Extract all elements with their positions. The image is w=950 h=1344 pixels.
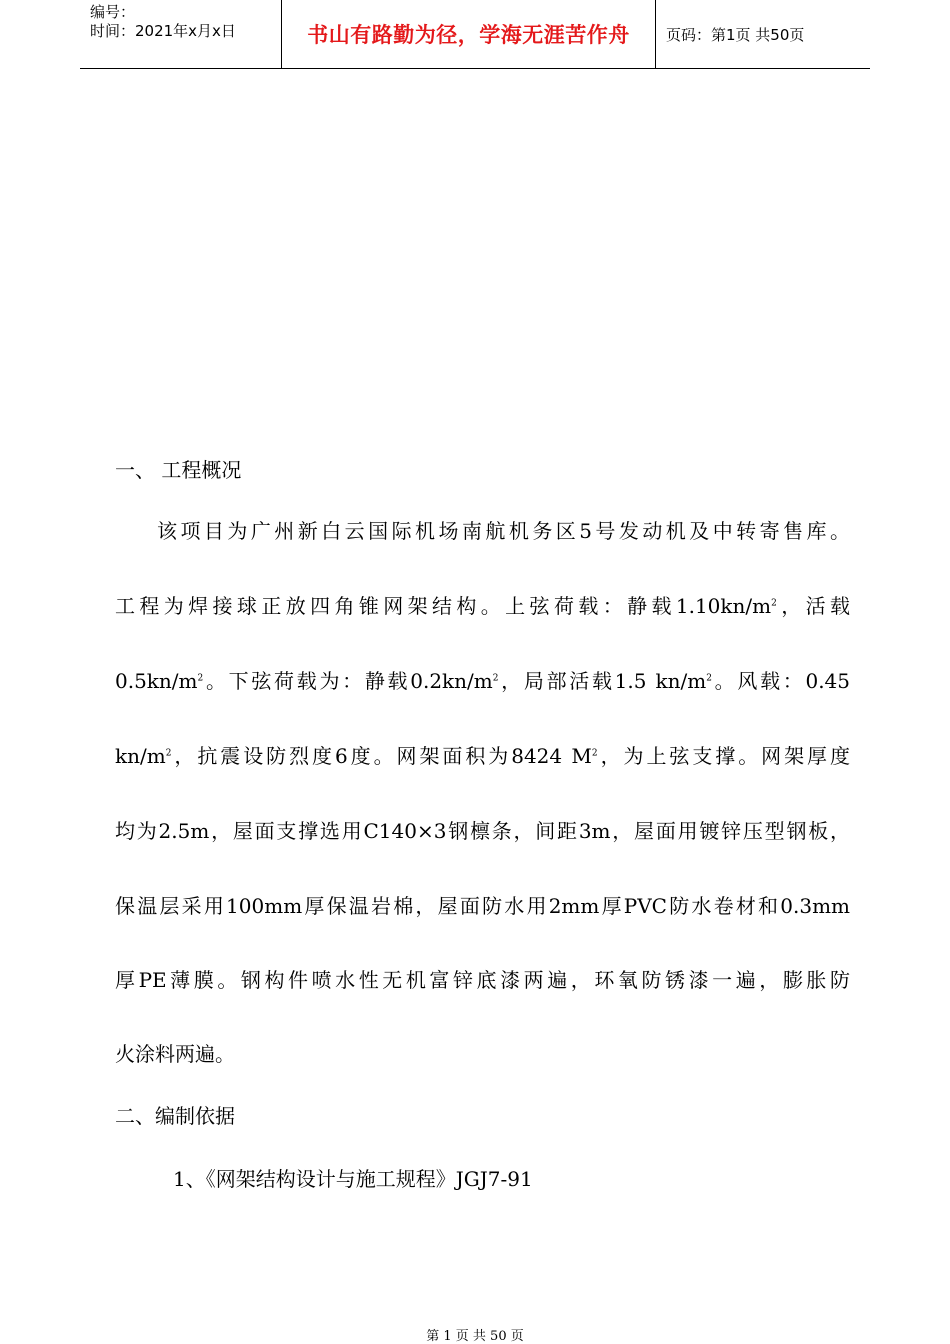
paragraph-line xyxy=(115,815,850,844)
document-time: 时间：2021年x月x日 xyxy=(90,22,236,40)
paragraph-line xyxy=(115,665,850,694)
superscript-2: 2 xyxy=(771,598,777,609)
line-text: $0.5kn/m^2$。下弦荷载为：静载$0.2kn/m^2$，局部活载1.5 $kn/m^2$。风载：0.45 xyxy=(115,669,851,693)
paragraph-line: 该项目为广州新白云国际机场南航机务区5号发动机及中转寄售库。 xyxy=(157,519,850,543)
superscript-2: 2 xyxy=(591,748,598,759)
superscript-2: 2 xyxy=(492,673,499,684)
header-meta xyxy=(90,0,280,71)
line-text: 厚PE薄膜。钢构件喷水性无机富锌底漆两遍，环氧防锈漆一遍，膨胀防 xyxy=(115,968,850,992)
page-header xyxy=(80,0,870,69)
superscript-2: 2 xyxy=(165,748,172,759)
paragraph-line xyxy=(115,1038,850,1067)
superscript-2: 2 xyxy=(197,673,204,684)
header-page-info: 页码：第1页 共50页 xyxy=(666,25,805,44)
line-text: 均为2.5m，屋面支撑选用C140×3钢檩条，间距3m，屋面用镀锌压型钢板， xyxy=(115,819,850,843)
page-footer: 第 1 页 共 50 页 xyxy=(426,1329,524,1344)
line-text: 保温层采用100mm厚保温岩棉，屋面防水用2mm厚PVC防水卷材和0.3mm xyxy=(115,894,850,918)
document-number-label: 编号： xyxy=(90,3,136,21)
section-heading-overview: 一、 工程概况 xyxy=(115,458,242,482)
line-text: $kn/m^2$，抗震设防烈度6度。网架面积为8424 $M^2$，为上弦支撑。网架厚度 xyxy=(115,744,850,768)
paragraph-line xyxy=(115,890,850,919)
paragraph-line xyxy=(115,964,850,993)
section-heading-basis: 二、编制依据 xyxy=(115,1104,235,1128)
line-text: 火涂料两遍。 xyxy=(115,1042,235,1066)
paragraph-line xyxy=(115,740,850,769)
basis-item: 1、《网架结构设计与施工规程》JGJ7-91 xyxy=(173,1167,533,1191)
superscript-2: 2 xyxy=(706,673,712,684)
paragraph-line xyxy=(115,590,850,619)
header-motto: 书山有路勤为径，学海无涯苦作舟 xyxy=(281,0,656,68)
line-text: 工程为焊接球正放四角锥网架结构。上弦荷载：静载$1.10kn/m^2$，活载 xyxy=(115,594,851,618)
